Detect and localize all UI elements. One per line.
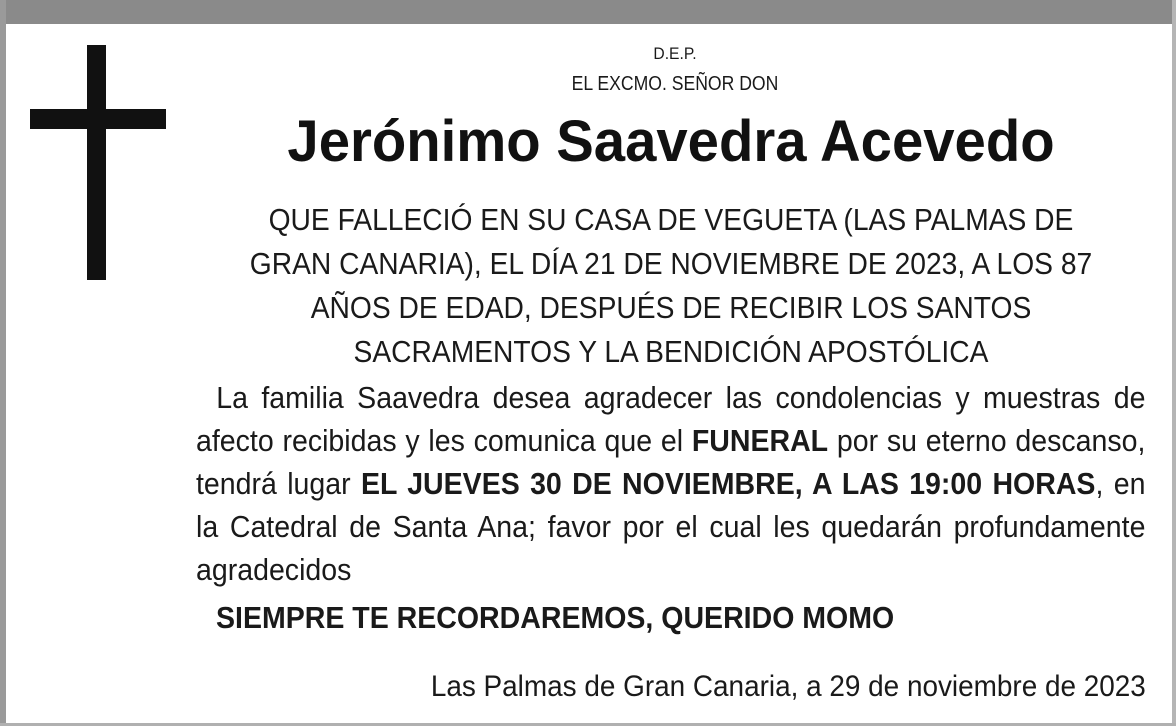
cross-horizontal-bar: [30, 109, 166, 129]
right-frame-border: [1172, 0, 1176, 726]
left-frame-border: [0, 0, 6, 726]
death-info-line: GRAN CANARIA), EL DÍA 21 DE NOVIEMBRE DE 2023, A LOS 87: [249, 246, 1093, 281]
cross-vertical-bar: [87, 45, 106, 280]
funeral-announcement-paragraph: [196, 376, 1145, 591]
place-and-date: Las Palmas de Gran Canaria, a 29 de noviembre de 2023: [431, 670, 1146, 703]
announcement-text: La familia Saavedra desea agradecer las condolencias y muestras de afecto recibidas y les comunica que el: [196, 380, 1146, 458]
death-info-line: SACRAMENTOS Y LA BENDICIÓN APOSTÓLICA: [353, 334, 989, 369]
cross-icon: [30, 45, 166, 280]
closing-phrase: SIEMPRE TE RECORDAREMOS, QUERIDO MOMO: [216, 600, 895, 635]
death-info-line: AÑOS DE EDAD, DESPUÉS DE RECIBIR LOS SANTOS: [310, 290, 1032, 325]
dep-abbreviation: D.E.P.: [653, 44, 697, 63]
death-info-line: QUE FALLECIÓ EN SU CASA DE VEGUETA (LAS PALMAS DE: [268, 202, 1074, 237]
honorific-title: EL EXCMO. SEÑOR DON: [571, 73, 779, 95]
death-info-block: [239, 198, 1104, 374]
announcement-text: por su eterno descanso, tendrá lugar: [196, 423, 1146, 501]
deceased-name: Jerónimo Saavedra Acevedo: [287, 109, 1055, 174]
announcement-text: , en la Catedral de Santa Ana; favor por el cual les quedarán profundamente agradecidos: [196, 466, 1146, 587]
funeral-datetime: EL JUEVES 30 DE NOVIEMBRE, A LAS 19:00 HORAS: [360, 466, 1096, 501]
funeral-keyword: FUNERAL: [691, 423, 829, 458]
top-frame-bar: [0, 0, 1176, 24]
